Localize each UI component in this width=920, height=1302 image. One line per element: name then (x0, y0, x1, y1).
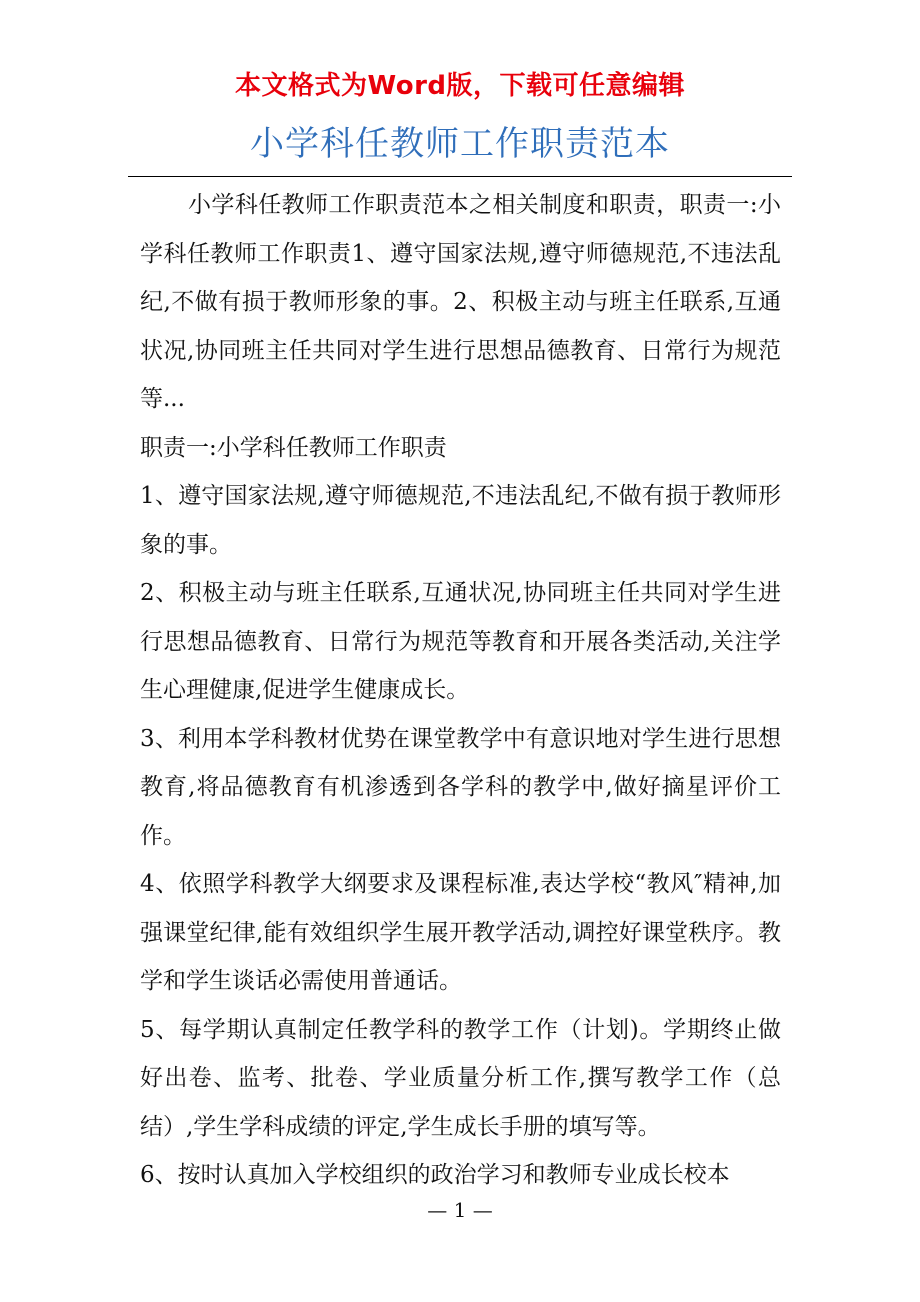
document-title: 小学科任教师工作职责范本 (250, 124, 670, 164)
title-divider (128, 176, 792, 177)
intro-paragraph: 小学科任教师工作职责范本之相关制度和职责，职责一:小学科任教师工作职责1、遵守国家法规,遵守师德规范,不违法乱纪,不做有损于教师形象的事。2、积极主动与班主任联系,互通状况,协同班主任共同对学生进行思想品德教育、日常行为规范等... (140, 192, 781, 412)
document-body (140, 181, 781, 1200)
page-number: — 1 — (427, 1198, 493, 1222)
duty-item-3: 3、利用本学科教材优势在课堂教学中有意识地对学生进行思想教育,将品德教育有机渗透到各学科的教学中,做好摘星评价工作。 (140, 725, 781, 849)
duty-item-5: 5、每学期认真制定任教学科的教学工作（计划)。学期终止做好出卷、监考、批卷、学业质量分析工作,撰写教学工作（总结）,学生学科成绩的评定,学生成长手册的填写等。 (140, 1016, 781, 1140)
duty-item-1: 1、遵守国家法规,遵守师德规范,不违法乱纪,不做有损于教师形象的事。 (140, 483, 781, 558)
word-format-banner: 本文格式为Word版，下载可任意编辑 (234, 71, 686, 101)
duty-item-6: 6、按时认真加入学校组织的政治学习和教师专业成长校本 (140, 1162, 730, 1188)
duty-item-2: 2、积极主动与班主任联系,互通状况,协同班主任共同对学生进行思想品德教育、日常行为规范等教育和开展各类活动,关注学生心理健康,促进学生健康成长。 (140, 580, 781, 703)
duty-item-4: 4、依照学科教学大纲要求及课程标准,表达学校“教风″精神,加强课堂纪律,能有效组织学生展开教学活动,调控好课堂秩序。教学和学生谈话必需使用普通话。 (140, 871, 781, 994)
section-heading: 职责一:小学科任教师工作职责 (140, 434, 447, 461)
